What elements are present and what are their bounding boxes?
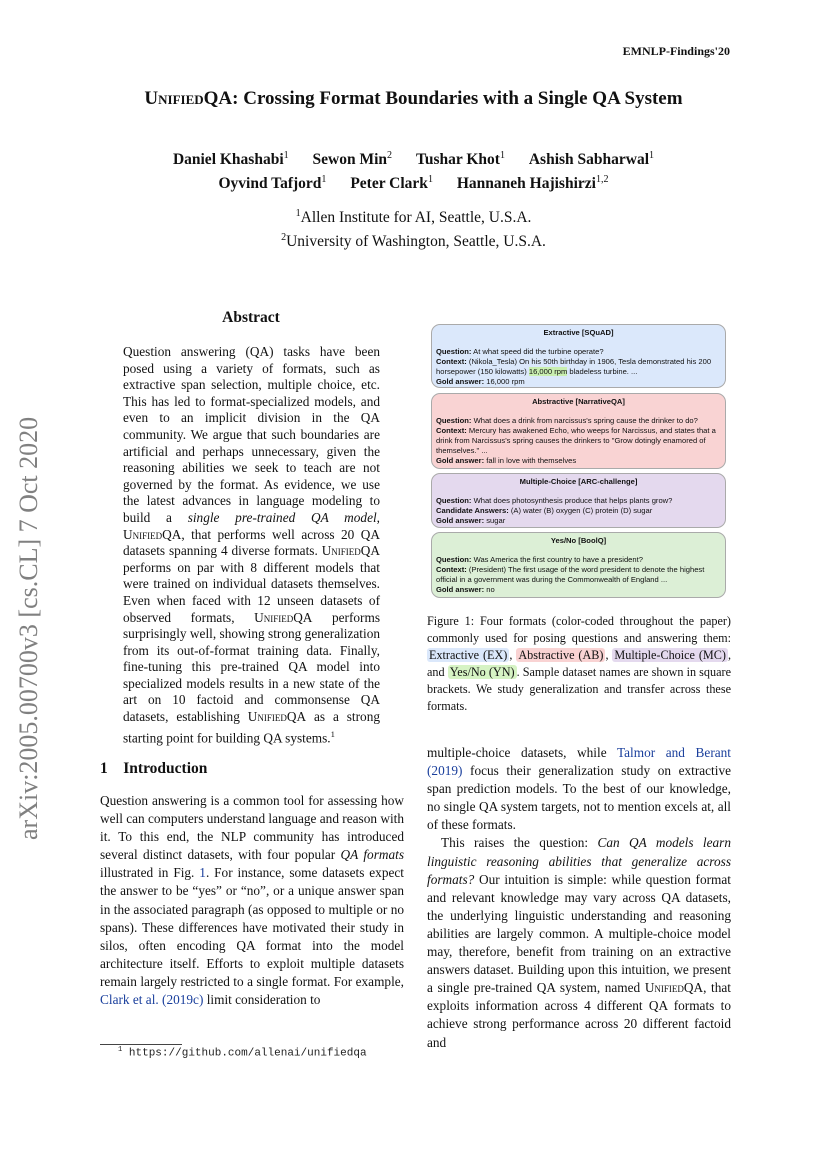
venue-label: EMNLP-Findings'20: [622, 44, 730, 58]
arxiv-watermark: arXiv:2005.00700v3 [cs.CL] 7 Oct 2020: [14, 416, 43, 840]
footnote: $^1$ https://github.com/allenai/unifiedqa: [118, 1046, 367, 1060]
paragraph: This raises the question: Can QA models learn linguistic reasoning abilities that generalize across formats? Our intuition is simple: while question format and relevant knowledge may vary across QA datasets, the underlying linguistic understanding and reasoning abilities are largely common. A multiple-choice model may, therefore, benefit from training on an extractive answers dataset. Building upon this intuition, we present a single pre-trained QA system, named UnifiedQA, that exploits information across 4 different QA formats to achieve strong performance across 20 different factoid and: [427, 835, 731, 1050]
figure-box-abstractive: Abstractive [NarrativeQA] Question: What does a drink from narcissus's spring cause the drinker to do? Context: Mercury has awakened Echo, who weeps for Narcissus, and states that a drink from Narcissus's spring causes the drinkers to "Grow dotingly enamored of themselves." ... Gold answer: fall in love with themselves: [431, 393, 726, 469]
footnote-marker: 1: [330, 728, 335, 739]
format-tag-yn: Yes/No (YN): [449, 665, 515, 679]
author: Tushar Khot$^1$: [415, 150, 505, 169]
figure-box-yes-no: Yes/No [BoolQ] Question: Was America the first country to have a president? Context: (President) The first usage of the word president to denote the highest official in a government was during the Commonwealth of England ... Gold answer: no: [431, 532, 726, 598]
figure-box-extractive: Extractive [SQuAD] Question: At what speed did the turbine operate? Context: (Nikola_Tesla) On his 50th birthday in 1906, Tesla demonstrated his 200 horsepower (150 kilowatts) 16,000 rpm bladeless turbine. ... Gold answer: 16,000 rpm: [431, 324, 726, 388]
author: Ashish Sabharwal$^1$: [528, 150, 655, 169]
author: Oyvind Tafjord$^1$: [218, 174, 327, 193]
author: Peter Clark$^1$: [350, 174, 433, 193]
footnote-url-link[interactable]: https://github.com/allenai/unifiedqa: [128, 1047, 367, 1060]
figure-box-multiple-choice: Multiple-Choice [ARC-challenge] Question: What does photosynthesis produce that helps plants grow? Candidate Answers: (A) water (B) oxygen (C) protein (D) sugar Gold answer: sugar: [431, 473, 726, 528]
figure-ref-link[interactable]: 1: [199, 865, 206, 881]
answer-highlight: 16,000 rpm: [528, 367, 568, 376]
author-line-1: [0, 146, 827, 170]
author: Hannaneh Hajishirzi$^{1,2}$: [456, 174, 609, 193]
author-list: [0, 146, 827, 194]
author: Sewon Min$^2$: [312, 150, 393, 169]
paper-title: UnifiedQA: Crossing Format Boundaries with a Single QA System: [144, 88, 683, 109]
footnote-rule: [100, 1044, 182, 1045]
intro-paragraph: Question answering is a common tool for assessing how well can computers understand language and reason with it. To this end, the NLP community has introduced several distinct datasets, with four popular QA formats illustrated in Fig. 1. For instance, some datasets expect the answer to be “yes” or “no”, or a unique answer span in the associated paragraph (as opposed to multiple or no spans). These differences have motivated their study in silos, often encoding QA format into the model architecture itself. Efforts to exploit multiple datasets remain largely restricted to a single format. For example, Clark et al. (2019c) limit consideration to: [100, 793, 404, 1008]
format-tag-mc: Multiple-Choice (MC): [614, 648, 726, 662]
affiliation: $^2$University of Washington, Seattle, U.S.A.: [281, 232, 546, 251]
format-tag-ab: Abstractive (AB): [518, 648, 604, 662]
section-heading: 1 Introduction: [100, 760, 208, 777]
format-tag-ex: Extractive (EX): [429, 648, 508, 662]
abstract-body: Question answering (QA) tasks have been posed using a variety of formats, such as extractive span selection, multiple choice, etc. This has led to format-specialized models, and even to an implicit division in the QA community. We argue that such boundaries are artificial and perhaps unnecessary, given the reasoning abilities we seek to teach are not governed by the format. As evidence, we use the latest advances in language modeling to build a single pre-trained QA model, UnifiedQA, that performs well across 20 QA datasets spanning 4 diverse formats. UnifiedQA performs on par with 8 different models that were trained on individual datasets themselves. Even when faced with 12 unseen datasets of observed formats, UnifiedQA performs surprisingly well, showing strong generalization from its out-of-format training data. Finally, fine-tuning this pre-trained QA model into specialized models results in a new state of the art on 10 factoid and commonsense QA datasets, establishing UnifiedQA as a strong starting point for building QA systems.$^1$: [123, 344, 381, 746]
abstract-heading: Abstract: [222, 309, 280, 326]
citation-link[interactable]: Talmor and Berant (2019): [427, 745, 731, 779]
author-line-2: [0, 170, 827, 194]
figure-caption: Figure 1: Four formats (color-coded throughout the paper) commonly used for posing questions and answering them: Extractive (EX) , Abstractive (AB) , Multiple-Choice (MC) , and Yes/No (YN) . Sample dataset names are shown in square brackets. We study generalization and transfer across these formats.: [427, 614, 731, 713]
paragraph: multiple-choice datasets, while Talmor and Berant (2019) focus their generalization study on extractive span prediction models. To the best of our knowledge, no single QA system targets, not to mention excels at, all of these formats.: [427, 745, 731, 833]
author: Daniel Khashabi$^1$: [172, 150, 289, 169]
affiliations: [0, 204, 827, 252]
citation-link[interactable]: Clark et al. (2019c): [100, 992, 204, 1008]
affiliation: $^1$Allen Institute for AI, Seattle, U.S.A.: [295, 208, 532, 227]
right-column-text: [427, 744, 731, 1052]
